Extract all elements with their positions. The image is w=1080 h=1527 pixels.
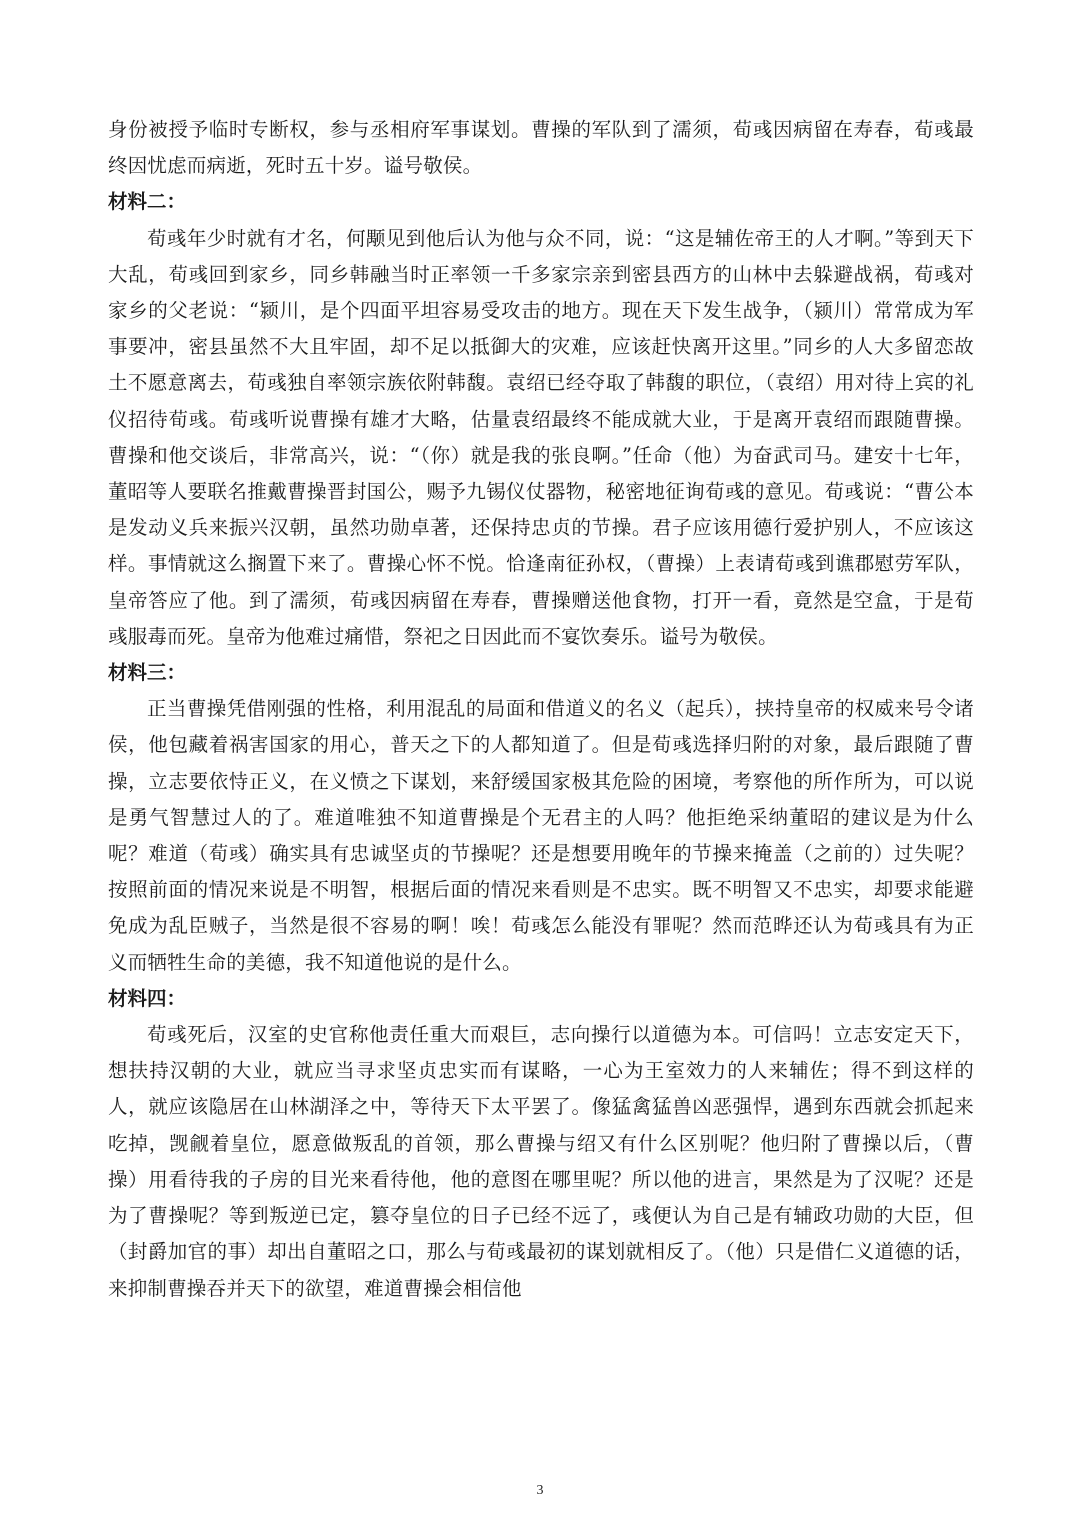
document-page	[108, 112, 974, 1307]
section-heading-material-4: 材料四：	[108, 986, 187, 1010]
section-heading-material-3: 材料三：	[108, 661, 187, 685]
continuation-paragraph: 身份被授予临时专断权，参与丞相府军事谋划。曹操的军队到了濡须，荀彧因病留在寿春，荀彧最终因忧虑而病逝，死时五十岁。谥号敬侯。	[108, 118, 974, 178]
section-heading-material-2: 材料二：	[108, 190, 187, 214]
section-body-material-4: 荀彧死后，汉室的史官称他责任重大而艰巨，志向操行以道德为本。可信吗！立志安定天下，想扶持汉朝的大业，就应当寻求坚贞忠实而有谋略，一心为王室效力的人来辅佐；得不到这样的人，就应该隐居在山林湖泽之中，等待天下太平罢了。像猛禽猛兽凶恶强悍，遇到东西就会抓起来吃掉，觊觎着皇位，愿意做叛乱的首领，那么曹操与绍又有什么区别呢？他归附了曹操以后，（曹操）用看待我的子房的目光来看待他，他的意图在哪里呢？所以他的进言，果然是为了汉呢？还是为了曹操呢？等到叛逆已定，篡夺皇位的日子已经不远了，彧便认为自己是有辅政功勋的大臣，但（封爵加官的事）却出自董昭之口，那么与荀彧最初的谋划就相反了。（他）只是借仁义道德的话，来抑制曹操吞并天下的欲望，难道曹操会相信他	[108, 1023, 974, 1300]
page-number: 3	[536, 1483, 544, 1498]
section-body-material-3: 正当曹操凭借刚强的性格，利用混乱的局面和借道义的名义（起兵），挟持皇帝的权威来号令诸侯，他包藏着祸害国家的用心，普天之下的人都知道了。但是荀彧选择归附的对象，最后跟随了曹操，立志要依恃正义，在义愤之下谋划，来舒缓国家极其危险的困境，考察他的所作所为，可以说是勇气智慧过人的了。难道唯独不知道曹操是个无君主的人吗？他拒绝采纳董昭的建议是为什么呢？难道（荀彧）确实具有忠诚坚贞的节操呢？还是想要用晚年的节操来掩盖（之前的）过失呢？按照前面的情况来说是不明智，根据后面的情况来看则是不忠实。既不明智又不忠实，却要求能避免成为乱臣贼子，当然是很不容易的啊！唉！荀彧怎么能没有罪呢？然而范晔还认为荀彧具有为正义而牺牲生命的美德，我不知道他说的是什么。	[108, 697, 974, 974]
section-body-material-2: 荀彧年少时就有才名，何颙见到他后认为他与众不同，说：“这是辅佐帝王的人才啊。”等到天下大乱，荀彧回到家乡，同乡韩融当时正率领一千多家宗亲到密县西方的山林中去躲避战祸，荀彧对家乡的父老说：“颍川，是个四面平坦容易受攻击的地方。现在天下发生战争，（颍川）常常成为军事要冲，密县虽然不大且牢固，却不足以抵御大的灾难，应该赶快离开这里。”同乡的人大多留恋故土不愿意离去，荀彧独自率领宗族依附韩馥。袁绍已经夺取了韩馥的职位，（袁绍）用对待上宾的礼仪招待荀彧。荀彧听说曹操有雄才大略，估量袁绍最终不能成就大业，于是离开袁绍而跟随曹操。曹操和他交谈后，非常高兴，说：“（你）就是我的张良啊。”任命（他）为奋武司马。建安十七年，董昭等人要联名推戴曹操晋封国公，赐予九锡仪仗器物，秘密地征询荀彧的意见。荀彧说：“曹公本是发动义兵来振兴汉朝，虽然功勋卓著，还保持忠贞的节操。君子应该用德行爱护别人，不应该这样。事情就这么搁置下来了。曹操心怀不悦。恰逢南征孙权，（曹操）上表请荀彧到谯郡慰劳军队，皇帝答应了他。到了濡须，荀彧因病留在寿春，曹操赠送他食物，打开一看，竟然是空盒，于是荀彧服毒而死。皇帝为他难过痛惜，祭祀之日因此而不宴饮奏乐。谥号为敬侯。	[108, 226, 974, 648]
